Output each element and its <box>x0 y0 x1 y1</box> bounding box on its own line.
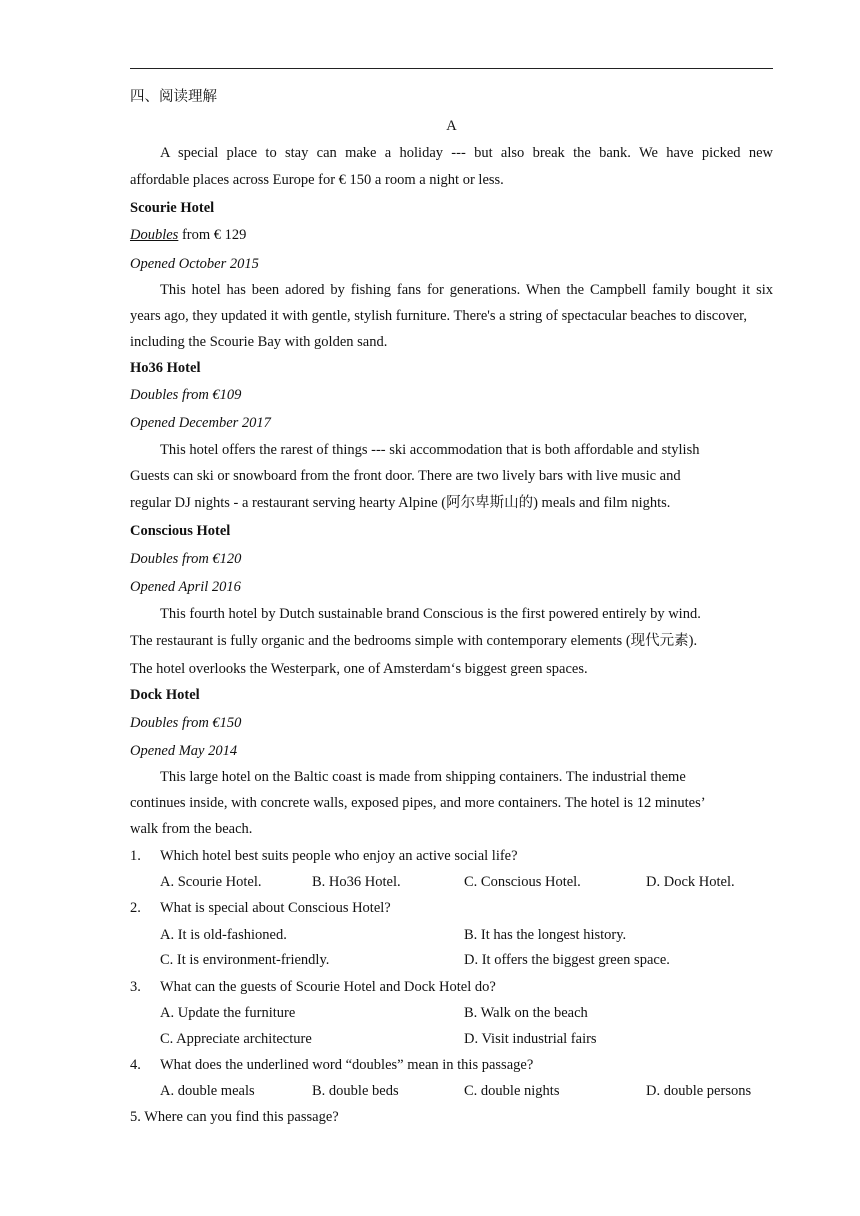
answer-option: D. Visit industrial fairs <box>464 1031 597 1047</box>
hotel-desc-line: This large hotel on the Baltic coast is made from shipping containers. The industrial theme <box>160 769 686 785</box>
hotel-opened: Opened October 2015 <box>130 256 259 272</box>
answer-option: A. Scourie Hotel. <box>160 874 262 890</box>
hotel-opened: Opened April 2016 <box>130 579 241 595</box>
hotel-desc-line: regular DJ nights - a restaurant serving hearty Alpine (阿尔卑斯山的) meals and film nights. <box>130 495 671 511</box>
answer-option: D. double persons <box>646 1083 752 1099</box>
question-text: 5. Where can you find this passage? <box>130 1109 339 1125</box>
hotel-name: Conscious Hotel <box>130 523 231 539</box>
hotel-desc-line: years ago, they updated it with gentle, stylish furniture. There's a string of spectacular beaches to discover, <box>130 308 748 324</box>
hotel-desc-line: This fourth hotel by Dutch sustainable brand Conscious is the first powered entirely by wind. <box>160 606 701 622</box>
answer-option: A. It is old-fashioned. <box>160 927 287 943</box>
question-number: 3. <box>130 979 141 995</box>
hotel-desc-line: walk from the beach. <box>130 821 253 837</box>
hotel-desc-line: The restaurant is fully organic and the bedrooms simple with contemporary elements (现代元素). <box>130 633 698 649</box>
answer-option: C. It is environment-friendly. <box>160 952 330 968</box>
hotel-name: Dock Hotel <box>130 687 200 703</box>
hotel-desc-line: The hotel overlooks the Westerpark, one of Amsterdam‘s biggest green spaces. <box>130 661 588 677</box>
intro-line-2: affordable places across Europe for € 150 a room a night or less. <box>130 172 504 188</box>
answer-option: B. Ho36 Hotel. <box>312 874 401 890</box>
hotel-price: Doubles from €120 <box>130 551 242 567</box>
intro-line-1: A special place to stay can make a holiday --- but also break the bank. We have picked new <box>160 145 773 161</box>
answer-option: B. It has the longest history. <box>464 927 627 943</box>
answer-option: C. double nights <box>464 1083 560 1099</box>
question-text: What does the underlined word “doubles” mean in this passage? <box>160 1057 534 1073</box>
section-title: 四、阅读理解 <box>130 89 217 105</box>
answer-option: B. double beds <box>312 1083 399 1099</box>
passage-label: A <box>446 118 457 134</box>
hotel-price-rest: from € 129 <box>178 227 247 243</box>
answer-option: A. double meals <box>160 1083 255 1099</box>
question-text: Which hotel best suits people who enjoy an active social life? <box>160 848 518 864</box>
answer-option: B. Walk on the beach <box>464 1005 588 1021</box>
question-number: 4. <box>130 1057 141 1073</box>
question-text: What can the guests of Scourie Hotel and Dock Hotel do? <box>160 979 496 995</box>
hotel-desc-line: This hotel offers the rarest of things --- ski accommodation that is both affordable and stylish <box>160 442 700 458</box>
underlined-word-doubles: Doubles <box>130 227 179 243</box>
hotel-name: Ho36 Hotel <box>130 360 201 376</box>
hotel-price: Doubles from €150 <box>130 715 242 731</box>
hotel-price <box>130 226 246 244</box>
hotel-opened: Opened May 2014 <box>130 743 238 759</box>
answer-option: C. Appreciate architecture <box>160 1031 312 1047</box>
hotel-desc-line: This hotel has been adored by fishing fans for generations. When the Campbell family bought it six <box>160 282 773 298</box>
hotel-price: Doubles from €109 <box>130 387 242 403</box>
hotel-name: Scourie Hotel <box>130 200 215 216</box>
question-number: 1. <box>130 848 141 864</box>
header-rule <box>130 68 773 69</box>
question-text: What is special about Conscious Hotel? <box>160 900 391 916</box>
hotel-opened: Opened December 2017 <box>130 415 271 431</box>
answer-option: C. Conscious Hotel. <box>464 874 581 890</box>
answer-option: A. Update the furniture <box>160 1005 296 1021</box>
hotel-desc-line: continues inside, with concrete walls, exposed pipes, and more containers. The hotel is 12 minutes’ <box>130 795 706 811</box>
hotel-desc-line: Guests can ski or snowboard from the front door. There are two lively bars with live music and <box>130 468 681 484</box>
answer-option: D. Dock Hotel. <box>646 874 735 890</box>
question-number: 2. <box>130 900 141 916</box>
answer-option: D. It offers the biggest green space. <box>464 952 670 968</box>
hotel-desc-line: including the Scourie Bay with golden sand. <box>130 334 388 350</box>
